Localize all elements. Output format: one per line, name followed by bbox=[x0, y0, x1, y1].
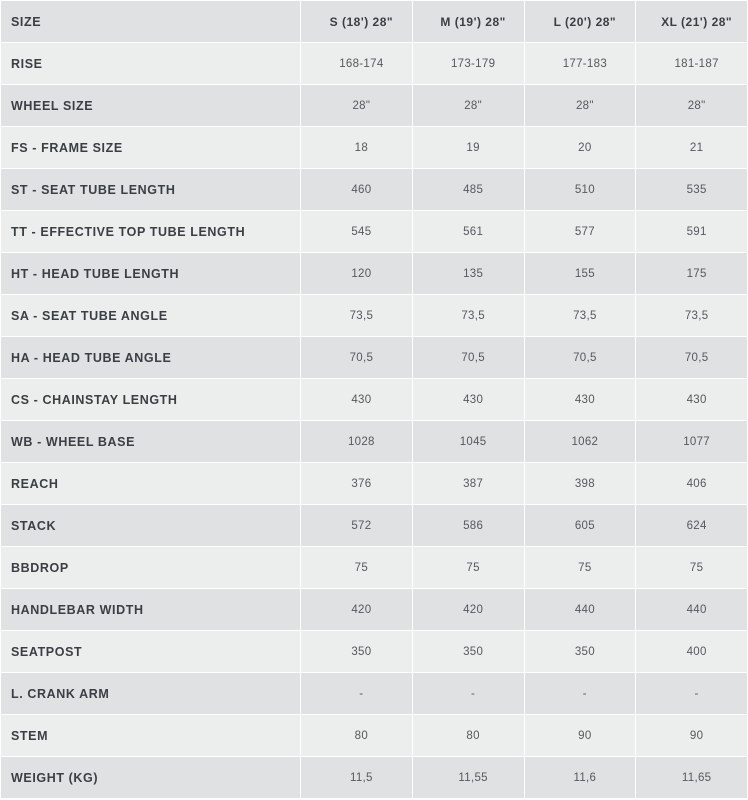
row-value: 420 bbox=[412, 589, 524, 631]
row-value: - bbox=[412, 673, 524, 715]
table-row bbox=[1, 127, 748, 169]
row-value: 376 bbox=[301, 463, 413, 505]
row-value: 28" bbox=[301, 85, 413, 127]
header-column-l: L (20') 28" bbox=[524, 1, 636, 43]
row-value: 73,5 bbox=[636, 295, 748, 337]
row-value: 11,6 bbox=[524, 757, 636, 799]
row-value: 1077 bbox=[636, 421, 748, 463]
row-value: 420 bbox=[301, 589, 413, 631]
table-row bbox=[1, 547, 748, 589]
header-column-s: S (18') 28" bbox=[301, 1, 413, 43]
table-row bbox=[1, 85, 748, 127]
row-value: 173-179 bbox=[412, 43, 524, 85]
row-value: 350 bbox=[301, 631, 413, 673]
row-label: REACH bbox=[1, 463, 301, 505]
row-value: 73,5 bbox=[524, 295, 636, 337]
table-row bbox=[1, 379, 748, 421]
row-value: 440 bbox=[524, 589, 636, 631]
row-value: 168-174 bbox=[301, 43, 413, 85]
row-value: 1062 bbox=[524, 421, 636, 463]
row-value: 28" bbox=[412, 85, 524, 127]
row-label: ST - SEAT TUBE LENGTH bbox=[1, 169, 301, 211]
table-row bbox=[1, 421, 748, 463]
row-label: WEIGHT (KG) bbox=[1, 757, 301, 799]
table-row bbox=[1, 253, 748, 295]
row-label: BBDROP bbox=[1, 547, 301, 589]
row-value: 155 bbox=[524, 253, 636, 295]
row-value: 70,5 bbox=[301, 337, 413, 379]
row-value: 75 bbox=[412, 547, 524, 589]
row-label: L. CRANK ARM bbox=[1, 673, 301, 715]
row-value: 28" bbox=[636, 85, 748, 127]
row-value: 1028 bbox=[301, 421, 413, 463]
table-row bbox=[1, 337, 748, 379]
row-value: 1045 bbox=[412, 421, 524, 463]
row-label: RISE bbox=[1, 43, 301, 85]
row-value: - bbox=[524, 673, 636, 715]
row-label: HT - HEAD TUBE LENGTH bbox=[1, 253, 301, 295]
table-header-row bbox=[1, 1, 748, 43]
row-label: TT - EFFECTIVE TOP TUBE LENGTH bbox=[1, 211, 301, 253]
row-value: 90 bbox=[636, 715, 748, 757]
row-label: STEM bbox=[1, 715, 301, 757]
row-value: 120 bbox=[301, 253, 413, 295]
geometry-table-body bbox=[1, 1, 748, 799]
header-size-label: SIZE bbox=[1, 1, 301, 43]
row-value: 75 bbox=[636, 547, 748, 589]
table-row bbox=[1, 715, 748, 757]
row-value: 70,5 bbox=[524, 337, 636, 379]
row-value: 460 bbox=[301, 169, 413, 211]
row-value: 624 bbox=[636, 505, 748, 547]
table-row bbox=[1, 589, 748, 631]
row-value: 387 bbox=[412, 463, 524, 505]
row-value: 18 bbox=[301, 127, 413, 169]
row-value: - bbox=[636, 673, 748, 715]
row-value: 21 bbox=[636, 127, 748, 169]
row-value: 485 bbox=[412, 169, 524, 211]
row-value: 28" bbox=[524, 85, 636, 127]
table-row bbox=[1, 295, 748, 337]
row-value: 586 bbox=[412, 505, 524, 547]
row-value: 73,5 bbox=[301, 295, 413, 337]
row-value: 80 bbox=[412, 715, 524, 757]
row-value: 430 bbox=[636, 379, 748, 421]
row-value: 350 bbox=[412, 631, 524, 673]
row-value: 11,55 bbox=[412, 757, 524, 799]
row-value: 177-183 bbox=[524, 43, 636, 85]
row-value: 75 bbox=[524, 547, 636, 589]
row-label: WHEEL SIZE bbox=[1, 85, 301, 127]
row-label: SEATPOST bbox=[1, 631, 301, 673]
row-value: 605 bbox=[524, 505, 636, 547]
row-value: 430 bbox=[524, 379, 636, 421]
row-value: 510 bbox=[524, 169, 636, 211]
row-value: 430 bbox=[412, 379, 524, 421]
table-row bbox=[1, 505, 748, 547]
row-value: 561 bbox=[412, 211, 524, 253]
row-label: HA - HEAD TUBE ANGLE bbox=[1, 337, 301, 379]
row-value: 430 bbox=[301, 379, 413, 421]
row-label: SA - SEAT TUBE ANGLE bbox=[1, 295, 301, 337]
row-value: 11,65 bbox=[636, 757, 748, 799]
row-value: 175 bbox=[636, 253, 748, 295]
row-value: 19 bbox=[412, 127, 524, 169]
row-value: 440 bbox=[636, 589, 748, 631]
row-value: 400 bbox=[636, 631, 748, 673]
header-column-m: M (19') 28" bbox=[412, 1, 524, 43]
row-value: 11,5 bbox=[301, 757, 413, 799]
row-label: HANDLEBAR WIDTH bbox=[1, 589, 301, 631]
row-label: FS - FRAME SIZE bbox=[1, 127, 301, 169]
row-label: STACK bbox=[1, 505, 301, 547]
table-row bbox=[1, 169, 748, 211]
header-column-xl: XL (21') 28" bbox=[636, 1, 748, 43]
row-value: 70,5 bbox=[412, 337, 524, 379]
row-value: 181-187 bbox=[636, 43, 748, 85]
row-value: 406 bbox=[636, 463, 748, 505]
row-value: 75 bbox=[301, 547, 413, 589]
table-row bbox=[1, 43, 748, 85]
row-value: 535 bbox=[636, 169, 748, 211]
table-row bbox=[1, 463, 748, 505]
row-value: 70,5 bbox=[636, 337, 748, 379]
row-value: 398 bbox=[524, 463, 636, 505]
row-value: 572 bbox=[301, 505, 413, 547]
table-row bbox=[1, 211, 748, 253]
row-value: 577 bbox=[524, 211, 636, 253]
table-row bbox=[1, 757, 748, 799]
row-value: 545 bbox=[301, 211, 413, 253]
row-value: - bbox=[301, 673, 413, 715]
row-label: WB - WHEEL BASE bbox=[1, 421, 301, 463]
row-value: 73,5 bbox=[412, 295, 524, 337]
row-value: 20 bbox=[524, 127, 636, 169]
table-row bbox=[1, 673, 748, 715]
row-value: 90 bbox=[524, 715, 636, 757]
table-row bbox=[1, 631, 748, 673]
row-value: 591 bbox=[636, 211, 748, 253]
row-value: 350 bbox=[524, 631, 636, 673]
row-value: 80 bbox=[301, 715, 413, 757]
row-label: CS - CHAINSTAY LENGTH bbox=[1, 379, 301, 421]
row-value: 135 bbox=[412, 253, 524, 295]
